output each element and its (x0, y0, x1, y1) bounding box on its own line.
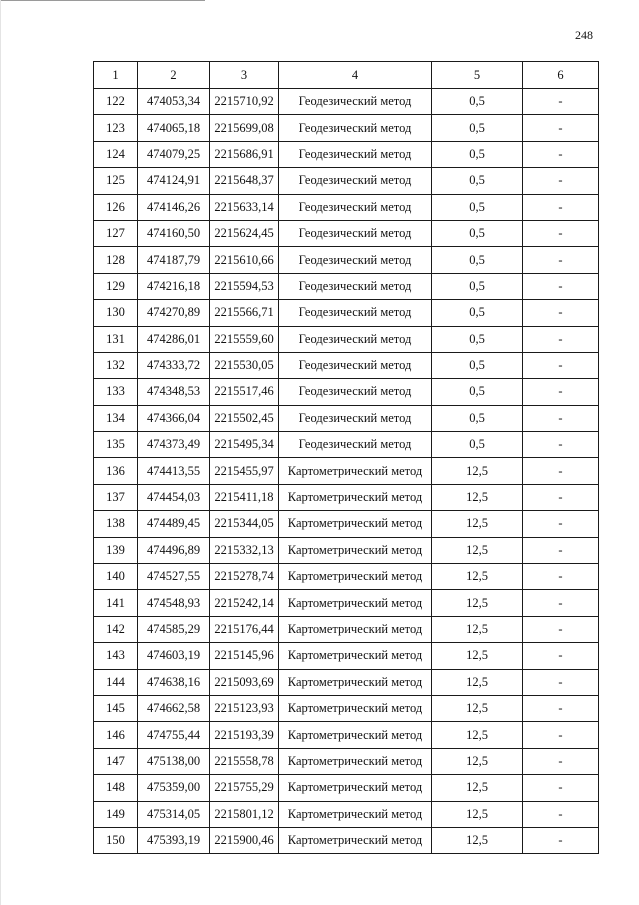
y-coordinate-cell: 2215900,46 (210, 827, 279, 853)
x-coordinate-cell: 474160,50 (138, 220, 210, 246)
table-row (94, 352, 599, 378)
table-row (94, 247, 599, 273)
y-coordinate-cell: 2215145,96 (210, 643, 279, 669)
x-coordinate-cell: 475314,05 (138, 801, 210, 827)
y-coordinate-cell: 2215566,71 (210, 300, 279, 326)
x-coordinate-cell: 474270,89 (138, 300, 210, 326)
scan-edge-left (0, 0, 1, 905)
accuracy-cell: 12,5 (432, 643, 523, 669)
y-coordinate-cell: 2215455,97 (210, 458, 279, 484)
accuracy-cell: 12,5 (432, 484, 523, 510)
table-row (94, 168, 599, 194)
table-row (94, 695, 599, 721)
method-cell: Геодезический метод (279, 220, 432, 246)
method-cell: Геодезический метод (279, 194, 432, 220)
x-coordinate-cell: 474333,72 (138, 352, 210, 378)
table-row (94, 669, 599, 695)
y-coordinate-cell: 2215193,39 (210, 722, 279, 748)
accuracy-cell: 12,5 (432, 511, 523, 537)
point-number-cell: 137 (94, 484, 138, 510)
accuracy-cell: 12,5 (432, 801, 523, 827)
method-cell: Картометрический метод (279, 722, 432, 748)
note-cell: - (523, 590, 599, 616)
point-number-cell: 127 (94, 220, 138, 246)
x-coordinate-cell: 474638,16 (138, 669, 210, 695)
x-coordinate-cell: 474216,18 (138, 273, 210, 299)
method-cell: Геодезический метод (279, 247, 432, 273)
method-cell: Геодезический метод (279, 352, 432, 378)
point-number-cell: 130 (94, 300, 138, 326)
column-header: 2 (138, 62, 210, 89)
point-number-cell: 148 (94, 775, 138, 801)
table-row (94, 89, 599, 115)
table-body (94, 89, 599, 854)
column-header: 6 (523, 62, 599, 89)
table-row (94, 458, 599, 484)
note-cell: - (523, 801, 599, 827)
table-row (94, 326, 599, 352)
method-cell: Геодезический метод (279, 379, 432, 405)
table-row (94, 537, 599, 563)
x-coordinate-cell: 474187,79 (138, 247, 210, 273)
table-row (94, 115, 599, 141)
table-row (94, 300, 599, 326)
note-cell: - (523, 775, 599, 801)
table-row (94, 405, 599, 431)
x-coordinate-cell: 474548,93 (138, 590, 210, 616)
table-row (94, 801, 599, 827)
x-coordinate-cell: 474053,34 (138, 89, 210, 115)
y-coordinate-cell: 2215411,18 (210, 484, 279, 510)
y-coordinate-cell: 2215344,05 (210, 511, 279, 537)
method-cell: Геодезический метод (279, 273, 432, 299)
accuracy-cell: 12,5 (432, 537, 523, 563)
x-coordinate-cell: 474755,44 (138, 722, 210, 748)
y-coordinate-cell: 2215633,14 (210, 194, 279, 220)
x-coordinate-cell: 474373,49 (138, 432, 210, 458)
point-number-cell: 125 (94, 168, 138, 194)
method-cell: Картометрический метод (279, 511, 432, 537)
accuracy-cell: 12,5 (432, 616, 523, 642)
point-number-cell: 145 (94, 695, 138, 721)
note-cell: - (523, 300, 599, 326)
table-header-row (94, 62, 599, 89)
accuracy-cell: 12,5 (432, 564, 523, 590)
y-coordinate-cell: 2215610,66 (210, 247, 279, 273)
note-cell: - (523, 827, 599, 853)
point-number-cell: 135 (94, 432, 138, 458)
point-number-cell: 132 (94, 352, 138, 378)
method-cell: Геодезический метод (279, 168, 432, 194)
accuracy-cell: 12,5 (432, 722, 523, 748)
x-coordinate-cell: 474079,25 (138, 141, 210, 167)
accuracy-cell: 0,5 (432, 89, 523, 115)
accuracy-cell: 0,5 (432, 247, 523, 273)
method-cell: Картометрический метод (279, 775, 432, 801)
accuracy-cell: 12,5 (432, 827, 523, 853)
x-coordinate-cell: 474413,55 (138, 458, 210, 484)
y-coordinate-cell: 2215517,46 (210, 379, 279, 405)
page-number: 248 (575, 28, 593, 42)
point-number-cell: 128 (94, 247, 138, 273)
note-cell: - (523, 564, 599, 590)
accuracy-cell: 0,5 (432, 273, 523, 299)
table-row (94, 590, 599, 616)
y-coordinate-cell: 2215123,93 (210, 695, 279, 721)
column-header: 5 (432, 62, 523, 89)
point-number-cell: 147 (94, 748, 138, 774)
accuracy-cell: 0,5 (432, 220, 523, 246)
x-coordinate-cell: 474146,26 (138, 194, 210, 220)
method-cell: Геодезический метод (279, 432, 432, 458)
method-cell: Картометрический метод (279, 801, 432, 827)
point-number-cell: 129 (94, 273, 138, 299)
x-coordinate-cell: 475138,00 (138, 748, 210, 774)
method-cell: Геодезический метод (279, 405, 432, 431)
table-row (94, 220, 599, 246)
y-coordinate-cell: 2215624,45 (210, 220, 279, 246)
table-row (94, 484, 599, 510)
column-header: 4 (279, 62, 432, 89)
method-cell: Картометрический метод (279, 695, 432, 721)
note-cell: - (523, 458, 599, 484)
note-cell: - (523, 141, 599, 167)
y-coordinate-cell: 2215559,60 (210, 326, 279, 352)
point-number-cell: 141 (94, 590, 138, 616)
y-coordinate-cell: 2215558,78 (210, 748, 279, 774)
scan-edge-top (0, 0, 205, 1)
table-row (94, 511, 599, 537)
accuracy-cell: 0,5 (432, 194, 523, 220)
note-cell: - (523, 168, 599, 194)
accuracy-cell: 0,5 (432, 115, 523, 141)
table-row (94, 827, 599, 853)
accuracy-cell: 0,5 (432, 379, 523, 405)
note-cell: - (523, 247, 599, 273)
table-row (94, 432, 599, 458)
y-coordinate-cell: 2215686,91 (210, 141, 279, 167)
method-cell: Картометрический метод (279, 643, 432, 669)
x-coordinate-cell: 475359,00 (138, 775, 210, 801)
coordinates-table (93, 61, 599, 854)
accuracy-cell: 0,5 (432, 300, 523, 326)
y-coordinate-cell: 2215176,44 (210, 616, 279, 642)
note-cell: - (523, 432, 599, 458)
point-number-cell: 122 (94, 89, 138, 115)
point-number-cell: 140 (94, 564, 138, 590)
note-cell: - (523, 511, 599, 537)
note-cell: - (523, 669, 599, 695)
table-row (94, 141, 599, 167)
method-cell: Геодезический метод (279, 300, 432, 326)
y-coordinate-cell: 2215755,29 (210, 775, 279, 801)
method-cell: Картометрический метод (279, 669, 432, 695)
note-cell: - (523, 695, 599, 721)
x-coordinate-cell: 474496,89 (138, 537, 210, 563)
point-number-cell: 149 (94, 801, 138, 827)
x-coordinate-cell: 474348,53 (138, 379, 210, 405)
accuracy-cell: 0,5 (432, 326, 523, 352)
column-header: 3 (210, 62, 279, 89)
note-cell: - (523, 89, 599, 115)
method-cell: Картометрический метод (279, 537, 432, 563)
point-number-cell: 146 (94, 722, 138, 748)
point-number-cell: 136 (94, 458, 138, 484)
x-coordinate-cell: 474603,19 (138, 643, 210, 669)
note-cell: - (523, 352, 599, 378)
point-number-cell: 126 (94, 194, 138, 220)
point-number-cell: 139 (94, 537, 138, 563)
x-coordinate-cell: 474286,01 (138, 326, 210, 352)
accuracy-cell: 0,5 (432, 141, 523, 167)
x-coordinate-cell: 474585,29 (138, 616, 210, 642)
note-cell: - (523, 643, 599, 669)
note-cell: - (523, 537, 599, 563)
x-coordinate-cell: 474489,45 (138, 511, 210, 537)
point-number-cell: 134 (94, 405, 138, 431)
x-coordinate-cell: 474527,55 (138, 564, 210, 590)
note-cell: - (523, 326, 599, 352)
x-coordinate-cell: 475393,19 (138, 827, 210, 853)
accuracy-cell: 12,5 (432, 458, 523, 484)
y-coordinate-cell: 2215594,53 (210, 273, 279, 299)
table-row (94, 722, 599, 748)
accuracy-cell: 0,5 (432, 405, 523, 431)
accuracy-cell: 12,5 (432, 669, 523, 695)
y-coordinate-cell: 2215530,05 (210, 352, 279, 378)
point-number-cell: 131 (94, 326, 138, 352)
note-cell: - (523, 616, 599, 642)
y-coordinate-cell: 2215495,34 (210, 432, 279, 458)
method-cell: Картометрический метод (279, 590, 432, 616)
y-coordinate-cell: 2215242,14 (210, 590, 279, 616)
y-coordinate-cell: 2215648,37 (210, 168, 279, 194)
note-cell: - (523, 220, 599, 246)
point-number-cell: 124 (94, 141, 138, 167)
method-cell: Картометрический метод (279, 564, 432, 590)
y-coordinate-cell: 2215699,08 (210, 115, 279, 141)
x-coordinate-cell: 474065,18 (138, 115, 210, 141)
accuracy-cell: 0,5 (432, 352, 523, 378)
method-cell: Геодезический метод (279, 115, 432, 141)
point-number-cell: 133 (94, 379, 138, 405)
table-row (94, 748, 599, 774)
table-row (94, 616, 599, 642)
note-cell: - (523, 379, 599, 405)
x-coordinate-cell: 474366,04 (138, 405, 210, 431)
accuracy-cell: 12,5 (432, 775, 523, 801)
point-number-cell: 150 (94, 827, 138, 853)
method-cell: Геодезический метод (279, 141, 432, 167)
note-cell: - (523, 194, 599, 220)
method-cell: Картометрический метод (279, 616, 432, 642)
accuracy-cell: 0,5 (432, 432, 523, 458)
accuracy-cell: 0,5 (432, 168, 523, 194)
accuracy-cell: 12,5 (432, 695, 523, 721)
note-cell: - (523, 722, 599, 748)
table-row (94, 379, 599, 405)
table-row (94, 775, 599, 801)
method-cell: Геодезический метод (279, 89, 432, 115)
note-cell: - (523, 405, 599, 431)
table-row (94, 643, 599, 669)
point-number-cell: 144 (94, 669, 138, 695)
table-row (94, 273, 599, 299)
point-number-cell: 138 (94, 511, 138, 537)
y-coordinate-cell: 2215502,45 (210, 405, 279, 431)
y-coordinate-cell: 2215278,74 (210, 564, 279, 590)
y-coordinate-cell: 2215093,69 (210, 669, 279, 695)
y-coordinate-cell: 2215332,13 (210, 537, 279, 563)
point-number-cell: 143 (94, 643, 138, 669)
method-cell: Картометрический метод (279, 458, 432, 484)
table-row (94, 564, 599, 590)
note-cell: - (523, 115, 599, 141)
y-coordinate-cell: 2215801,12 (210, 801, 279, 827)
x-coordinate-cell: 474124,91 (138, 168, 210, 194)
method-cell: Картометрический метод (279, 827, 432, 853)
column-header: 1 (94, 62, 138, 89)
table-row (94, 194, 599, 220)
y-coordinate-cell: 2215710,92 (210, 89, 279, 115)
point-number-cell: 123 (94, 115, 138, 141)
note-cell: - (523, 748, 599, 774)
x-coordinate-cell: 474662,58 (138, 695, 210, 721)
point-number-cell: 142 (94, 616, 138, 642)
note-cell: - (523, 484, 599, 510)
note-cell: - (523, 273, 599, 299)
accuracy-cell: 12,5 (432, 748, 523, 774)
method-cell: Геодезический метод (279, 326, 432, 352)
accuracy-cell: 12,5 (432, 590, 523, 616)
x-coordinate-cell: 474454,03 (138, 484, 210, 510)
method-cell: Картометрический метод (279, 484, 432, 510)
method-cell: Картометрический метод (279, 748, 432, 774)
